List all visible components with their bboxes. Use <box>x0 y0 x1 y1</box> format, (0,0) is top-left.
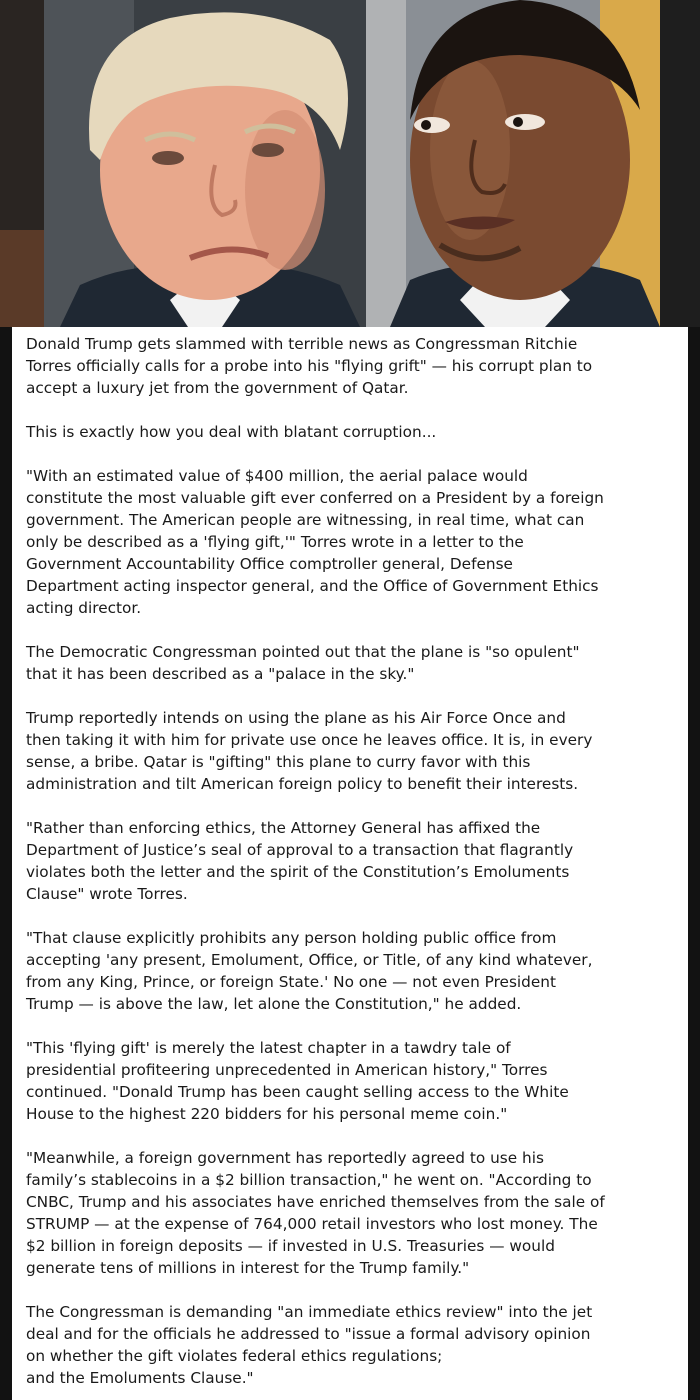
article-paragraph-2: This is exactly how you deal with blatant corruption... <box>26 423 437 441</box>
left-margin-wood <box>0 230 44 327</box>
article-paragraph-5: Trump reportedly intends on using the plane as his Air Force Once and then taking it with him for private use once he leaves office. It is, in every sense, a bribe. Qatar is "gifting" this plane to curry favor with this administration and tilt American foreign policy to benefit their interests. <box>26 709 593 793</box>
header-photo-illustration <box>0 0 700 327</box>
trump-portrait-right-eye <box>252 143 284 157</box>
torres-portrait-left-pupil <box>421 120 431 130</box>
article-paragraph-10: The Congressman is demanding "an immediate ethics review" into the jet deal and for the officials he addressed to "issue a formal advisory opinion on whether the gift violates federal ethics regulations; and the Emoluments Clause." <box>26 1303 593 1387</box>
header-photo <box>0 0 700 327</box>
article-paragraph-3: "With an estimated value of $400 million, the aerial palace would constitute the most valuable gift ever conferred on a President by a foreign government. The American people are witnessing, in real time, what can only be described as a 'flying gift,'" Torres wrote in a letter to the Government Accountability Office comptroller general, Defense Department acting inspector general, and the Office of Government Ethics acting director. <box>26 467 604 617</box>
torres-portrait-backdrop-glow <box>366 0 406 327</box>
trump-portrait-cheek-shade <box>245 110 325 270</box>
article-body <box>12 327 688 1400</box>
article-paragraph-7: "That clause explicitly prohibits any person holding public office from accepting 'any present, Emolument, Office, or Title, of any kind whatever, from any King, Prince, or foreign State.' No one — not even President Trump — is above the law, let alone the Constitution," he added. <box>26 929 593 1013</box>
torres-portrait-right-eye <box>505 114 545 130</box>
torres-portrait-face-highlight <box>430 60 510 240</box>
torres-portrait-right-pupil <box>513 117 523 127</box>
trump-portrait-left-eye <box>152 151 184 165</box>
article-paragraph-4: The Democratic Congressman pointed out that the plane is "so opulent" that it has been described as a "palace in the sky." <box>26 643 580 683</box>
article-paragraph-8: "This 'flying gift' is merely the latest chapter in a tawdry tale of presidential profiteering unprecedented in American history," Torres continued. "Donald Trump has been caught selling access to the White House to the highest 220 bidders for his personal meme coin." <box>26 1039 569 1123</box>
torres-portrait-left-eye <box>414 117 450 133</box>
right-margin-backdrop <box>660 0 700 327</box>
article-paragraph-9: "Meanwhile, a foreign government has reportedly agreed to use his family’s stablecoins in a $2 billion transaction," he went on. "According to CNBC, Trump and his associates have enriched themselves from the sale of STRUMP — at the expense of 764,000 retail investors who lost money. The $2 billion in foreign deposits — if invested in U.S. Treasuries — would generate tens of millions in interest for the Trump family." <box>26 1149 605 1277</box>
article-paragraph-6: "Rather than enforcing ethics, the Attorney General has affixed the Department of Justice’s seal of approval to a transaction that flagrantly violates both the letter and the spirit of the Constitution’s Emoluments Clause" wrote Torres. <box>26 819 574 903</box>
article-paragraph-1: Donald Trump gets slammed with terrible news as Congressman Ritchie Torres officially calls for a probe into his "flying grift" — his corrupt plan to accept a luxury jet from the government of Qatar. <box>26 335 593 397</box>
